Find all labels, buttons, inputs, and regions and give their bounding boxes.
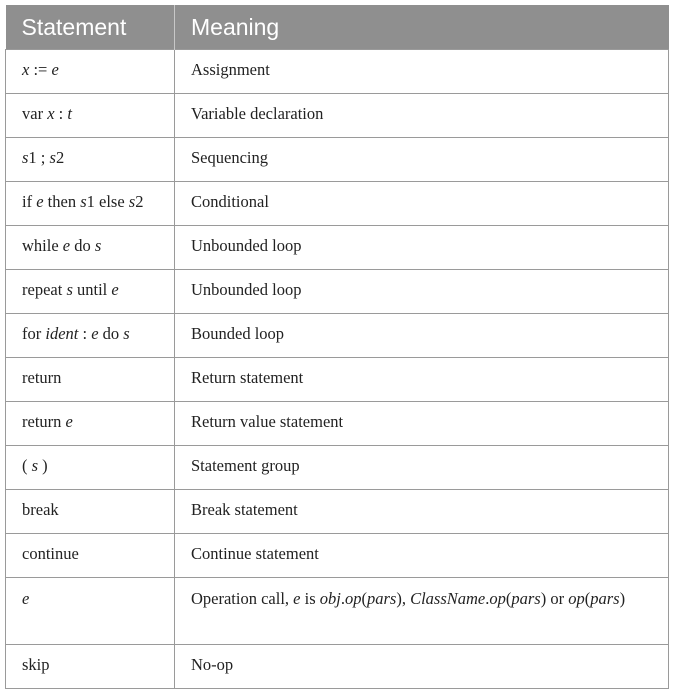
statement-text: t xyxy=(67,104,72,123)
meaning-text: ClassName xyxy=(410,589,486,608)
meaning-text: Conditional xyxy=(191,192,269,211)
meaning-text: Operation call, xyxy=(191,589,294,608)
statement-text: s xyxy=(94,236,102,255)
statement-cell xyxy=(6,358,175,402)
meaning-text: pars xyxy=(366,589,397,608)
meaning-text: ( xyxy=(505,589,512,608)
table-row xyxy=(6,138,669,182)
statement-text: var xyxy=(22,104,48,123)
statement-text: e xyxy=(22,589,30,608)
statement-cell xyxy=(6,534,175,578)
statement-text: s xyxy=(66,280,73,299)
meaning-cell xyxy=(175,490,669,534)
statement-text: then xyxy=(43,192,81,211)
statement-cell xyxy=(6,226,175,270)
statement-text: x xyxy=(47,104,55,123)
statement-cell xyxy=(6,645,175,689)
header-meaning: Meaning xyxy=(175,5,669,50)
statement-text: e xyxy=(111,280,119,299)
statement-table-container xyxy=(5,5,668,689)
meaning-text: ) or xyxy=(540,589,569,608)
table-row xyxy=(6,314,669,358)
statement-text: s xyxy=(49,148,56,167)
statement-text: for xyxy=(22,324,46,343)
meaning-text: is xyxy=(300,589,320,608)
statement-text: s xyxy=(22,148,29,167)
statement-cell xyxy=(6,94,175,138)
meaning-cell xyxy=(175,50,669,94)
meaning-text: Unbounded loop xyxy=(191,236,302,255)
statement-table xyxy=(5,5,669,689)
statement-text: 2 xyxy=(135,192,144,211)
statement-text: if xyxy=(22,192,37,211)
meaning-text: op xyxy=(344,589,362,608)
meaning-text: e xyxy=(293,589,301,608)
statement-text: repeat xyxy=(22,280,67,299)
header-row xyxy=(6,5,669,50)
meaning-text: op xyxy=(489,589,506,608)
statement-text: 2 xyxy=(55,148,65,167)
statement-text: x xyxy=(22,60,30,79)
meaning-text: Assignment xyxy=(191,60,270,79)
meaning-cell xyxy=(175,358,669,402)
meaning-text: op xyxy=(568,589,585,608)
statement-text: e xyxy=(36,192,44,211)
table-row xyxy=(6,578,669,645)
statement-text: ( xyxy=(22,456,32,475)
statement-text: s xyxy=(123,324,130,343)
statement-text: e xyxy=(65,412,73,431)
statement-text: ) xyxy=(38,456,48,475)
meaning-text: Sequencing xyxy=(191,148,268,167)
meaning-text: Bounded loop xyxy=(191,324,285,343)
meaning-text: ), xyxy=(396,589,411,608)
table-row xyxy=(6,182,669,226)
statement-cell xyxy=(6,446,175,490)
meaning-text: obj xyxy=(319,589,341,608)
statement-cell xyxy=(6,578,175,645)
statement-text: ident xyxy=(45,324,79,343)
statement-text: s xyxy=(31,456,39,475)
statement-text: continue xyxy=(22,544,79,563)
statement-text: while xyxy=(22,236,63,255)
table-row xyxy=(6,358,669,402)
statement-text: : xyxy=(78,324,92,343)
statement-text: 1 ; xyxy=(28,148,50,167)
meaning-text: Variable declaration xyxy=(191,104,324,123)
statement-text: do xyxy=(98,324,124,343)
meaning-text: Return value statement xyxy=(191,412,344,431)
statement-cell xyxy=(6,138,175,182)
statement-text: : xyxy=(54,104,68,123)
meaning-text: ) xyxy=(619,589,626,608)
statement-text: e xyxy=(51,60,59,79)
table-row xyxy=(6,270,669,314)
statement-text: e xyxy=(91,324,99,343)
header-statement: Statement xyxy=(6,5,175,50)
statement-text: return xyxy=(22,412,66,431)
statement-text: skip xyxy=(22,655,50,674)
meaning-text: Return statement xyxy=(191,368,304,387)
meaning-text: ( xyxy=(361,589,367,608)
meaning-cell xyxy=(175,270,669,314)
statement-text: return xyxy=(22,368,62,387)
meaning-cell xyxy=(175,578,669,645)
meaning-text: ( xyxy=(584,589,591,608)
meaning-text: Continue statement xyxy=(191,544,319,563)
meaning-text: pars xyxy=(590,589,620,608)
table-header xyxy=(6,5,669,50)
statement-text: until xyxy=(72,280,112,299)
meaning-cell xyxy=(175,182,669,226)
meaning-cell xyxy=(175,534,669,578)
meaning-cell xyxy=(175,314,669,358)
meaning-cell xyxy=(175,446,669,490)
meaning-text: No-op xyxy=(191,655,234,674)
meaning-cell xyxy=(175,138,669,182)
statement-cell xyxy=(6,490,175,534)
meaning-text: . xyxy=(485,589,490,608)
statement-text: := xyxy=(29,60,52,79)
table-row xyxy=(6,645,669,689)
meaning-cell xyxy=(175,226,669,270)
meaning-text: Break statement xyxy=(191,500,298,519)
meaning-cell xyxy=(175,94,669,138)
table-row xyxy=(6,446,669,490)
statement-text: break xyxy=(22,500,59,519)
statement-cell xyxy=(6,402,175,446)
statement-cell xyxy=(6,182,175,226)
meaning-text: . xyxy=(340,589,345,608)
statement-text: 1 else xyxy=(86,192,129,211)
statement-text: s xyxy=(128,192,136,211)
meaning-cell xyxy=(175,402,669,446)
table-row xyxy=(6,226,669,270)
meaning-text: pars xyxy=(511,589,541,608)
table-row xyxy=(6,402,669,446)
statement-cell xyxy=(6,270,175,314)
meaning-text: Unbounded loop xyxy=(191,280,302,299)
statement-text: e xyxy=(62,236,71,255)
meaning-text: Statement group xyxy=(191,456,300,475)
meaning-cell xyxy=(175,645,669,689)
table-row xyxy=(6,490,669,534)
statement-cell xyxy=(6,50,175,94)
table-row xyxy=(6,534,669,578)
statement-text: do xyxy=(70,236,95,255)
statement-text: s xyxy=(80,192,87,211)
statement-cell xyxy=(6,314,175,358)
table-row xyxy=(6,50,669,94)
table-body xyxy=(6,50,669,689)
table-row xyxy=(6,94,669,138)
